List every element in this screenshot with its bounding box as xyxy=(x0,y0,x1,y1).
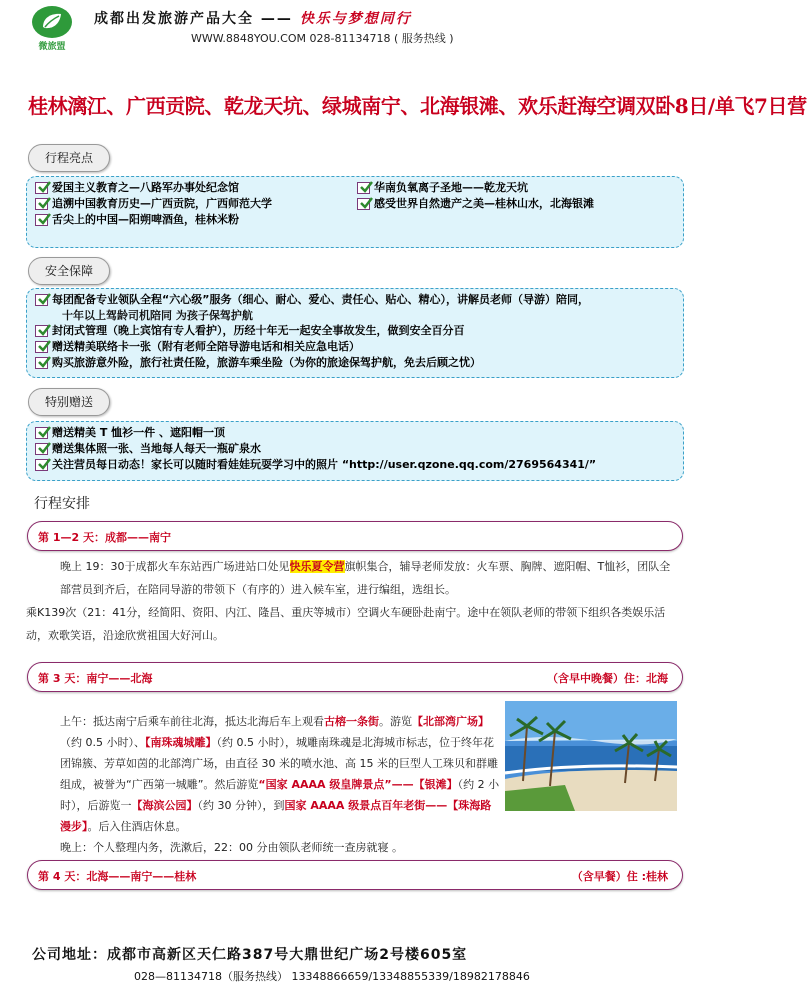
safety-item: 购买旅游意外险，旅行社责任险，旅游车乘坐险（为你的旅途保驾护航，免去后顾之忧） xyxy=(35,355,675,371)
day-title: 第 3 天：南宁——北海 xyxy=(38,672,153,685)
brand-line xyxy=(94,8,412,28)
gifts-box xyxy=(26,421,684,481)
gift-item: 赠送精美 T 恤衫一件 、遮阳帽一顶 xyxy=(35,425,675,441)
day-bar-3 xyxy=(27,662,683,692)
safety-item-continued: 十年以上驾龄司机陪同 为孩子保驾护航 xyxy=(62,309,253,322)
highlight-item: 爱国主义教育之—八路军办事处纪念馆 xyxy=(35,180,357,196)
checkbox-checked-icon xyxy=(35,198,48,210)
tab-highlights: 行程亮点 xyxy=(28,144,110,172)
company-phones: 028—81134718（服务热线） 13348866659/13348855339/18982178846 xyxy=(134,970,530,983)
logo-leaf-icon xyxy=(40,11,64,33)
company-address: 公司地址：成都市高新区天仁路387号大鼎世纪广场2号楼605室 xyxy=(32,947,468,963)
day-title: 第 1—2 天：成都——南宁 xyxy=(38,531,171,544)
day1-paragraph: 晚上 19：30于成都火车东站西广场进站口处见快乐夏令营旗帜集合，辅导老师发放：火车票、胸牌、遮阳帽、T恤衫，团队全部营员到齐后，在陪同导游的带领下（有序的）进入候车室，进行编组，选组长。 xyxy=(60,560,671,596)
day-bar-1 xyxy=(27,521,683,551)
brand-slogan: 快乐与梦想同行 xyxy=(299,11,412,27)
checkbox-checked-icon xyxy=(35,427,48,439)
highlight-item: 舌尖上的中国—阳朔啤酒鱼，桂林米粉 xyxy=(35,212,357,228)
itinerary-heading: 行程安排 xyxy=(34,496,90,512)
logo-text: 微旅盟 xyxy=(38,42,66,52)
day3-evening: 晚上：个人整理内务，洗漱后，22：00 分由领队老师统一查房就寝 。 xyxy=(60,841,403,854)
safety-item: 封闭式管理（晚上宾馆有专人看护），历经十年无一起安全事故发生，做到安全百分百 xyxy=(35,323,675,339)
checkbox-checked-icon xyxy=(35,325,48,337)
day3-text xyxy=(26,711,501,858)
highlight-item: 追溯中国教育历史—广西贡院，广西师范大学 xyxy=(35,196,357,212)
tab-gifts: 特别赠送 xyxy=(28,388,110,416)
checkbox-checked-icon xyxy=(35,443,48,455)
safety-item: 赠送精美联络卡一张（附有老师全陪导游电话和相关应急电话） xyxy=(35,339,675,355)
day-title: 第 4 天：北海——南宁——桂林 xyxy=(38,870,197,883)
checkbox-checked-icon xyxy=(35,214,48,226)
gift-item: 关注营员每日动态！家长可以随时看娃娃玩耍学习中的照片 “http://user.qzone.qq.com/2769564341/” xyxy=(35,457,675,473)
page-header xyxy=(0,0,700,52)
brand-logo xyxy=(28,6,76,50)
day1-text xyxy=(26,555,676,647)
day3-morning: 上午：抵达南宁后乘车前往北海，抵达北海后车上观看古榕一条街。游览【北部湾广场】（约 0.5 小时）、【南珠魂城雕】（约 0.5 小时），城雕南珠魂是北海城市标志，位于终年花团锦簇、芳草如茵的北部湾广场，由直径 30 米的喷水池、高 15 米的巨型人工珠贝和群雕组成，被誉为“广西第一城雕”。然后游览“国家 AAAA 级皇牌景点”——【银滩】（约 2 小时），后游览一【海滨公园】（约 30 分钟），到国家 AAAA 级景点百年老街——【珠海路漫步】。后入住酒店休息。 xyxy=(60,715,500,833)
checkbox-checked-icon xyxy=(35,294,48,306)
day-bar-4 xyxy=(27,860,683,890)
beach-photo xyxy=(505,701,677,811)
safety-item: 每团配备专业领队全程“六心级”服务（细心、耐心、爱心、责任心、贴心、精心），讲解员老师（导游）陪同， xyxy=(35,292,675,308)
checkbox-checked-icon xyxy=(35,357,48,369)
website-hotline: WWW.8848YOU.COM 028-81134718 ( 服务热线 ) xyxy=(191,32,454,45)
day-meal-stay: （含早餐）住 :桂林 xyxy=(571,870,668,883)
highlight-item: 感受世界自然遗产之美—桂林山水，北海银滩 xyxy=(357,196,677,212)
highlight-item: 华南负氧离子圣地——乾龙天坑 xyxy=(357,180,677,196)
checkbox-checked-icon xyxy=(357,198,370,210)
page-title: 桂林漓江、广西贡院、乾龙天坑、绿城南宁、北海银滩、欢乐赶海空调双卧8日/单飞7日营 xyxy=(28,94,807,118)
checkbox-checked-icon xyxy=(35,341,48,353)
gift-item: 赠送集体照一张、当地每人每天一瓶矿泉水 xyxy=(35,441,675,457)
highlights-box xyxy=(26,176,684,248)
checkbox-checked-icon xyxy=(357,182,370,194)
day-meal-stay: （含早中晚餐）住：北海 xyxy=(547,672,668,685)
brand-name: 成都出发旅游产品大全 —— xyxy=(94,11,293,27)
camp-flag-highlight: 快乐夏令营 xyxy=(289,560,345,573)
safety-box xyxy=(26,288,684,378)
tab-safety: 安全保障 xyxy=(28,257,110,285)
checkbox-checked-icon xyxy=(35,182,48,194)
checkbox-checked-icon xyxy=(35,459,48,471)
day1-train-paragraph: 乘K139次（21：41分，经简阳、资阳、内江、隆昌、重庆等城市）空调火车硬卧赴南宁。途中在领队老师的带领下组织各类娱乐活动，欢歌笑语，沿途欣赏祖国大好河山。 xyxy=(26,606,666,642)
